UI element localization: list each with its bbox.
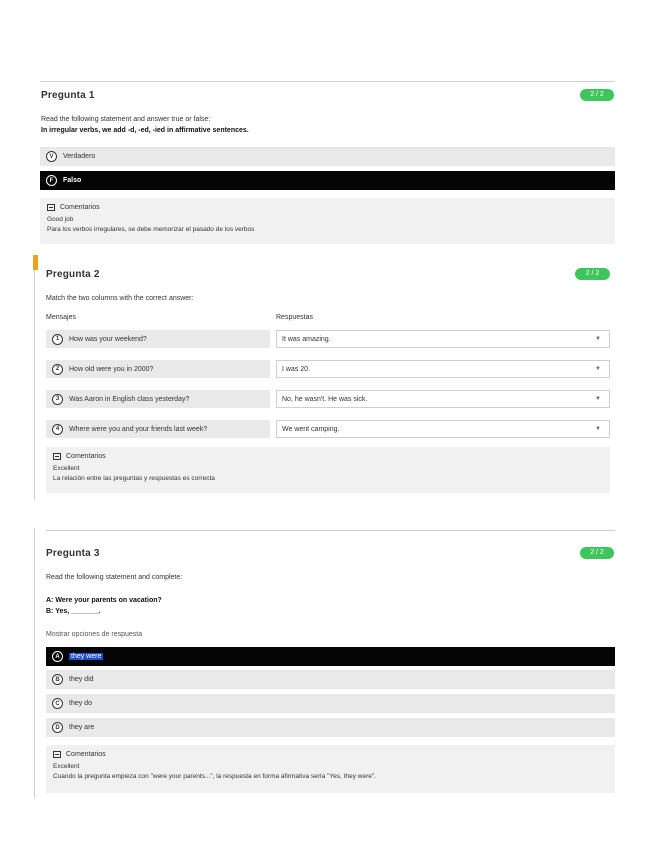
q1-feedback — [40, 198, 615, 244]
option-label: they are — [69, 724, 95, 731]
prompt-text: How old were you in 2000? — [69, 365, 154, 373]
feedback-line: Para los verbos irregulares, se debe memorizar el pasado de los verbos — [47, 226, 255, 233]
prompt-text: How was your weekend? — [69, 335, 147, 343]
q2-instruction: Match the two columns with the correct answer: — [46, 295, 194, 302]
q1-score-badge: 2 / 2 — [580, 89, 614, 101]
q3-statement-a: A: Were your parents on vacation? — [46, 597, 162, 604]
option-label: they do — [69, 700, 92, 707]
q2-answer-select-4[interactable] — [276, 420, 610, 438]
q3-statement-b: B: Yes, _______. — [46, 608, 101, 615]
q3-feedback — [46, 745, 615, 793]
selected-answer: We went camping. — [282, 425, 340, 433]
selected-answer: No, he wasn't. He was sick. — [282, 395, 368, 403]
number-badge: 4 — [52, 424, 63, 435]
q2-prompt-1 — [46, 330, 270, 348]
option-letter-a: A — [52, 651, 63, 662]
q2-prompt-3 — [46, 390, 270, 408]
q3-option-a[interactable] — [46, 647, 615, 666]
q3-option-d[interactable] — [46, 718, 615, 737]
feedback-title: Comentarios — [66, 453, 106, 460]
q3-title: Pregunta 3 — [46, 548, 100, 559]
option-label: they were — [71, 653, 102, 660]
option-letter-c: C — [52, 698, 63, 709]
number-badge: 3 — [52, 394, 63, 405]
q3-left-border — [34, 528, 35, 798]
q3-option-c[interactable] — [46, 694, 615, 713]
q2-prompt-4 — [46, 420, 270, 438]
option-label: they did — [69, 676, 94, 683]
feedback-title: Comentarios — [66, 751, 106, 758]
q2-feedback — [46, 447, 610, 493]
q2-col-left-header: Mensajes — [46, 314, 76, 321]
q3-option-b[interactable] — [46, 670, 615, 689]
selected-answer: It was amazing. — [282, 335, 331, 343]
chevron-down-icon: ▼ — [595, 366, 601, 372]
q3-instruction: Read the following statement and complete: — [46, 574, 183, 581]
number-badge: 2 — [52, 364, 63, 375]
option-letter-b: B — [52, 674, 63, 685]
feedback-line: Good job — [47, 216, 74, 223]
chevron-down-icon: ▼ — [595, 336, 601, 342]
q2-prompt-2 — [46, 360, 270, 378]
q2-flag-marker — [33, 255, 38, 270]
feedback-line: La relación entre las preguntas y respuestas es correcta — [53, 475, 215, 482]
q1-instruction: Read the following statement and answer true or false: — [41, 116, 211, 123]
feedback-title: Comentarios — [60, 204, 100, 211]
q1-option-verdadero[interactable] — [40, 147, 615, 166]
number-badge: 1 — [52, 334, 63, 345]
q1-divider — [40, 81, 615, 82]
option-label: Verdadero — [63, 153, 96, 160]
q2-left-border — [34, 270, 35, 500]
feedback-line: Excellent — [53, 763, 80, 770]
prompt-text: Where were you and your friends last week? — [69, 425, 208, 433]
feedback-line: Excellent — [53, 465, 80, 472]
q1-title: Pregunta 1 — [41, 90, 95, 101]
comment-icon — [47, 204, 55, 211]
comment-icon — [53, 751, 61, 758]
chevron-down-icon: ▼ — [595, 426, 601, 432]
q2-col-right-header: Respuestas — [276, 314, 313, 321]
q2-title: Pregunta 2 — [46, 269, 100, 280]
chevron-down-icon: ▼ — [595, 396, 601, 402]
selected-answer: I was 20. — [282, 365, 311, 373]
q2-answer-select-1[interactable] — [276, 330, 610, 348]
q3-score-badge: 2 / 2 — [580, 547, 614, 559]
prompt-text: Was Aaron in English class yesterday? — [69, 395, 190, 403]
option-letter-f: F — [46, 175, 57, 186]
q1-option-falso[interactable] — [40, 171, 615, 190]
q3-show-answers-link[interactable]: Mostrar opciones de respuesta — [46, 631, 143, 638]
option-letter-d: D — [52, 722, 63, 733]
q2-answer-select-3[interactable] — [276, 390, 610, 408]
comment-icon — [53, 453, 61, 460]
q2-score-badge: 2 / 2 — [575, 268, 610, 280]
q1-statement: In irregular verbs, we add -d, -ed, -ied in affirmative sentences. — [41, 127, 249, 134]
feedback-line: Cuando la pregunta empieza con "were your parents...", la respuesta en forma afirmativa sería "Yes, they were". — [53, 773, 376, 780]
q3-divider — [46, 530, 615, 531]
option-label: Falso — [63, 177, 82, 184]
option-letter-v: V — [46, 151, 57, 162]
q2-answer-select-2[interactable] — [276, 360, 610, 378]
